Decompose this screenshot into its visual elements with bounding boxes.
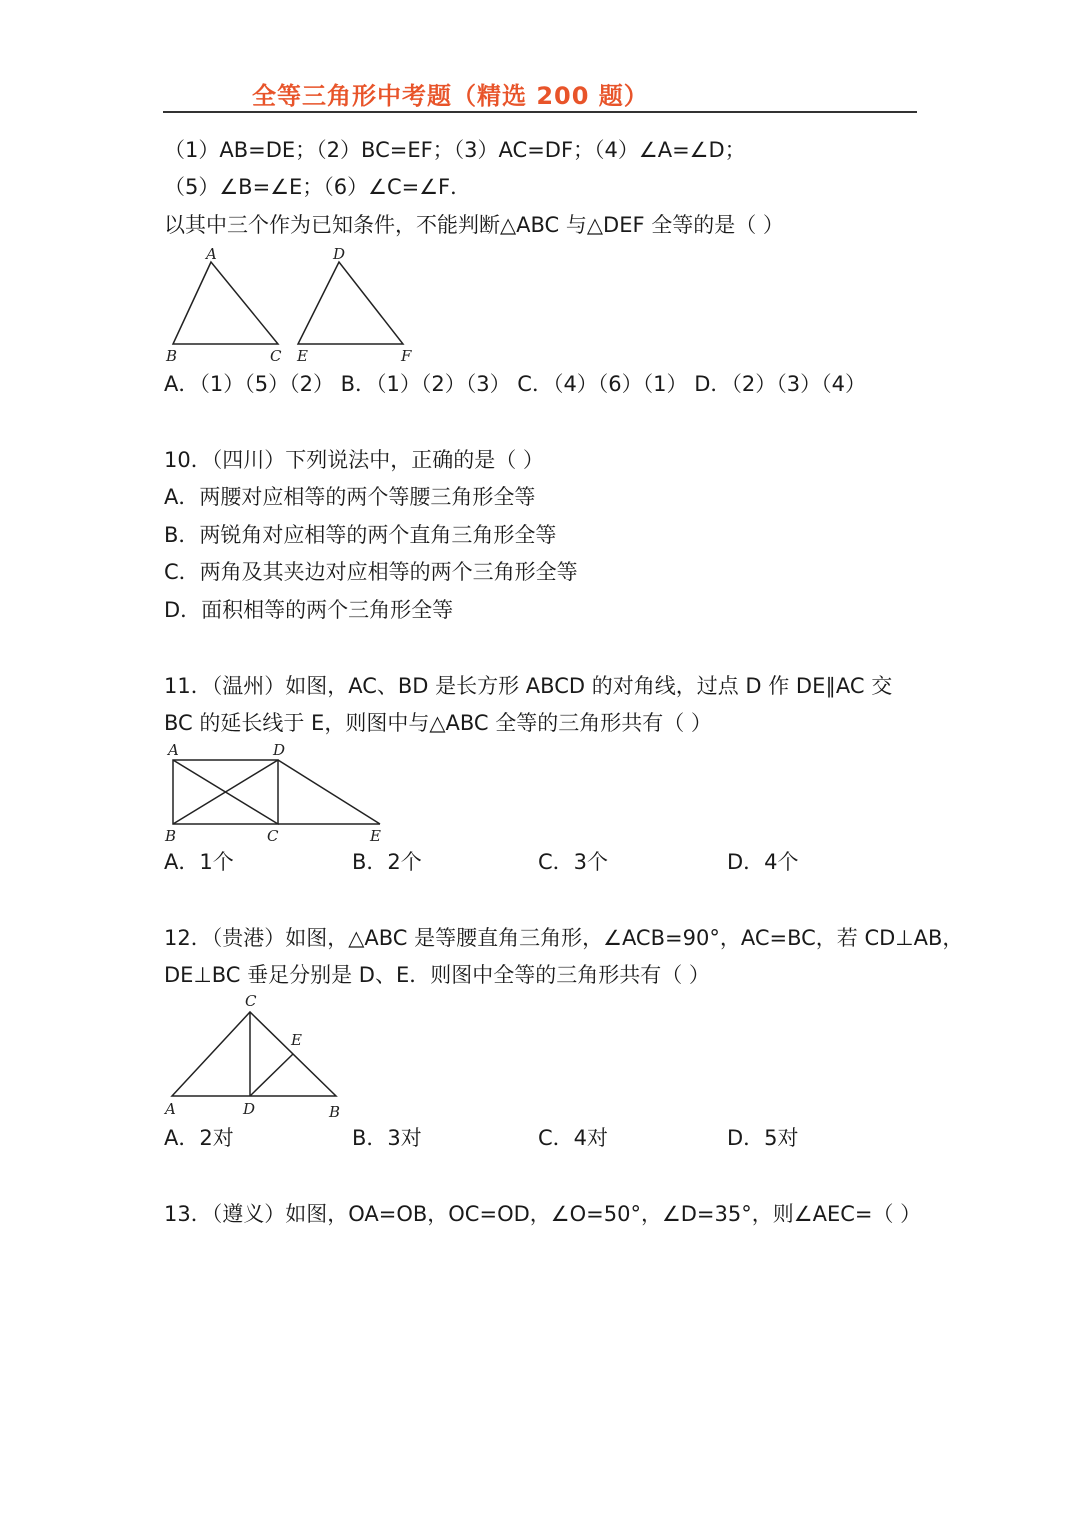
- q12-option-b: B．3对: [352, 1126, 422, 1150]
- label-c: C: [270, 347, 282, 365]
- label-d: D: [273, 741, 286, 759]
- triangle-def: [298, 262, 403, 344]
- label-a: A: [206, 245, 217, 263]
- label-b: B: [329, 1103, 341, 1121]
- q11-rectangle-figure: [160, 738, 400, 848]
- q11-stem-line2: BC 的延长线于 E，则图中与△ABC 全等的三角形共有（ ）: [164, 711, 712, 735]
- q11-option-b: B．2个: [352, 850, 422, 874]
- q12-option-c: C．4对: [538, 1126, 609, 1150]
- q10-option-c: C．两角及其夹边对应相等的两个三角形全等: [164, 560, 578, 584]
- q10-option-a: A．两腰对应相等的两个等腰三角形全等: [164, 485, 536, 509]
- q9-question: 以其中三个作为已知条件，不能判断△ABC 与△DEF 全等的是（ ）: [164, 213, 784, 237]
- q12-stem-line2: DE⊥BC 垂足分别是 D、E．则图中全等的三角形共有（ ）: [164, 963, 710, 987]
- q11-option-d: D．4个: [727, 850, 799, 874]
- q11-option-c: C．3个: [538, 850, 609, 874]
- label-b: B: [166, 347, 178, 365]
- q9-triangles-figure: [160, 240, 420, 370]
- label-d: D: [333, 245, 346, 263]
- label-a: A: [165, 1100, 176, 1118]
- q10-stem: 10．（四川）下列说法中，正确的是（ ）: [164, 448, 544, 472]
- segment-de: [278, 760, 380, 824]
- q10-option-b: B．两锐角对应相等的两个直角三角形全等: [164, 523, 557, 547]
- label-b: B: [165, 827, 177, 845]
- q11-option-a: A．1个: [164, 850, 234, 874]
- q11-stem-line1: 11．（温州）如图，AC、BD 是长方形 ABCD 的对角线，过点 D 作 DE∥AC 交: [164, 674, 893, 698]
- label-e: E: [297, 347, 308, 365]
- label-f: F: [401, 347, 412, 365]
- triangle-abc: [173, 262, 278, 344]
- q12-isosceles-right-triangle-figure: [160, 990, 360, 1125]
- q13-stem: 13．（遵义）如图，OA=OB，OC=OD，∠O=50°，∠D=35°，则∠AEC=（ ）: [164, 1202, 922, 1226]
- label-c: C: [267, 827, 279, 845]
- q12-stem-line1: 12．（贵港）如图，△ABC 是等腰直角三角形，∠ACB=90°，AC=BC，若 CD⊥AB，: [164, 926, 964, 950]
- header-divider: [163, 111, 917, 113]
- label-a: A: [168, 741, 179, 759]
- label-e: E: [291, 1031, 302, 1049]
- document-title: 全等三角形中考题（精选 200 题）: [252, 82, 649, 110]
- segment-de: [250, 1054, 293, 1096]
- q12-option-d: D．5对: [727, 1126, 799, 1150]
- q12-option-a: A．2对: [164, 1126, 234, 1150]
- label-c: C: [245, 992, 257, 1010]
- q9-options: A．（1）（5）（2） B．（1）（2）（3） C．（4）（6）（1） D．（2）（3）（4）: [164, 372, 866, 396]
- q9-conditions-line2: （5）∠B=∠E；（6）∠C=∠F．: [164, 175, 472, 199]
- triangle-abc: [172, 1012, 336, 1096]
- q9-conditions-line1: （1）AB=DE；（2）BC=EF；（3）AC=DF；（4）∠A=∠D；: [164, 138, 746, 162]
- q10-option-d: D．面积相等的两个三角形全等: [164, 598, 454, 622]
- label-d: D: [243, 1100, 256, 1118]
- label-e: E: [370, 827, 381, 845]
